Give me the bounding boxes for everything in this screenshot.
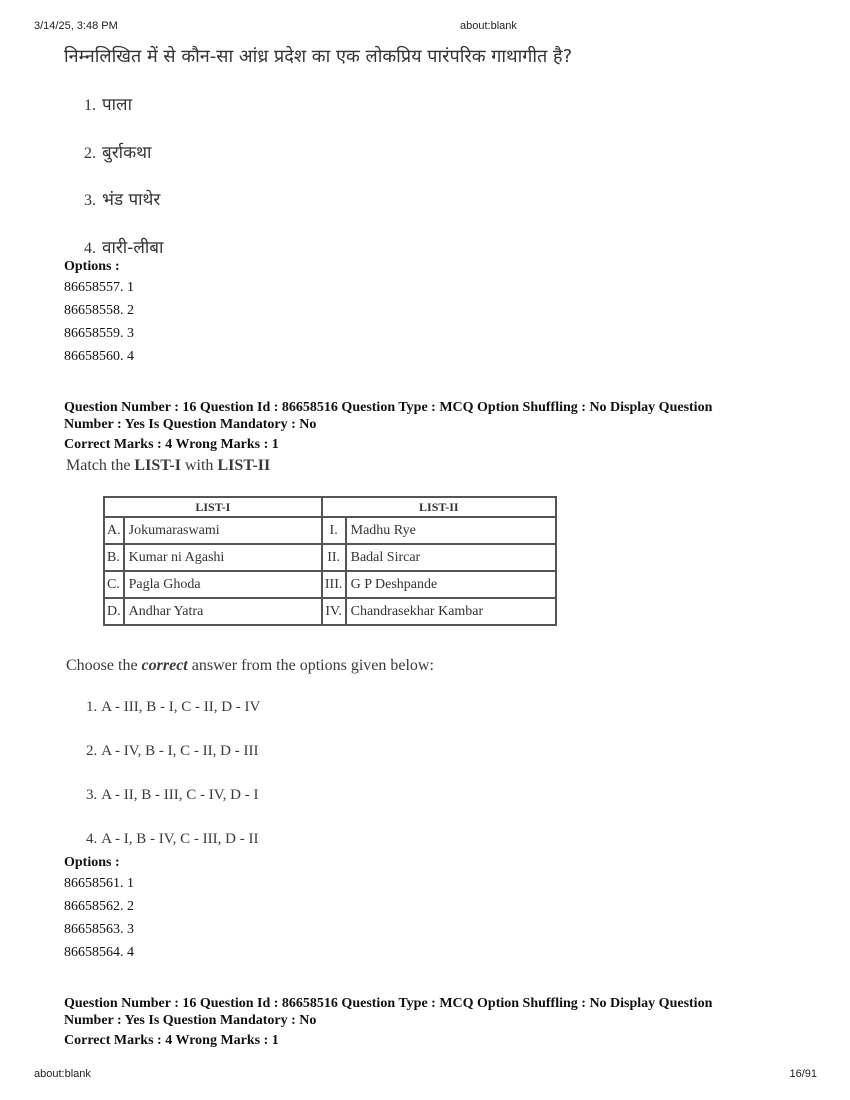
answer-choice-3: 3. A - II, B - III, C - IV, D - I <box>86 787 259 803</box>
question-marks: Correct Marks : 4 Wrong Marks : 1 <box>64 437 279 452</box>
hindi-choice-1: 1. पाला <box>84 95 132 115</box>
print-datetime: 3/14/25, 3:48 PM <box>34 20 118 32</box>
options-label: Options : <box>64 855 120 870</box>
answer-choice-4: 4. A - I, B - IV, C - III, D - II <box>86 831 259 847</box>
table-row: B. Kumar ni Agashi II. Badal Sircar <box>104 544 556 571</box>
question-meta: Question Number : 16 Question Id : 86658516 Question Type : MCQ Option Shuffling : No Display Question Number : Yes Is Question Mandatory : No <box>64 400 713 432</box>
option-id-3: 86658559. 3 <box>64 326 134 341</box>
table-row: D. Andhar Yatra IV. Chandrasekhar Kambar <box>104 598 556 625</box>
list2-header: LIST-II <box>322 497 556 517</box>
match-table-header <box>104 497 556 517</box>
table-row: A. Jokumaraswami I. Madhu Rye <box>104 517 556 544</box>
option-id-3: 86658563. 3 <box>64 922 134 937</box>
answer-choice-2: 2. A - IV, B - I, C - II, D - III <box>86 743 259 759</box>
next-question-meta: Question Number : 16 Question Id : 86658516 Question Type : MCQ Option Shuffling : No Display Question Number : Yes Is Question Mandatory : No <box>64 996 713 1028</box>
match-instruction: Match the LIST-I with LIST-II <box>66 457 271 474</box>
options-label: Options : <box>64 259 120 274</box>
option-id-4: 86658564. 4 <box>64 945 134 960</box>
match-table <box>103 496 557 626</box>
option-id-1: 86658561. 1 <box>64 876 134 891</box>
next-question-marks: Correct Marks : 4 Wrong Marks : 1 <box>64 1033 279 1048</box>
list1-header: LIST-I <box>104 497 322 517</box>
hindi-choice-4: 4. वारी-लीबा <box>84 238 164 258</box>
question-text-hindi: निम्नलिखित में से कौन-सा आंध्र प्रदेश का एक लोकप्रिय पारंपरिक गाथागीत है? <box>64 46 573 67</box>
answer-choice-1: 1. A - III, B - I, C - II, D - IV <box>86 699 261 715</box>
hindi-choice-3: 3. भंड पाथेर <box>84 190 161 210</box>
page-number: 16/91 <box>789 1068 817 1080</box>
option-id-2: 86658562. 2 <box>64 899 134 914</box>
print-footer-url: about:blank <box>34 1068 91 1080</box>
choose-instruction: Choose the correct answer from the options given below: <box>66 657 434 674</box>
option-id-4: 86658560. 4 <box>64 349 134 364</box>
print-title: about:blank <box>460 20 517 32</box>
hindi-choice-2: 2. बुर्राकथा <box>84 143 152 163</box>
option-id-2: 86658558. 2 <box>64 303 134 318</box>
table-row: C. Pagla Ghoda III. G P Deshpande <box>104 571 556 598</box>
option-id-1: 86658557. 1 <box>64 280 134 295</box>
